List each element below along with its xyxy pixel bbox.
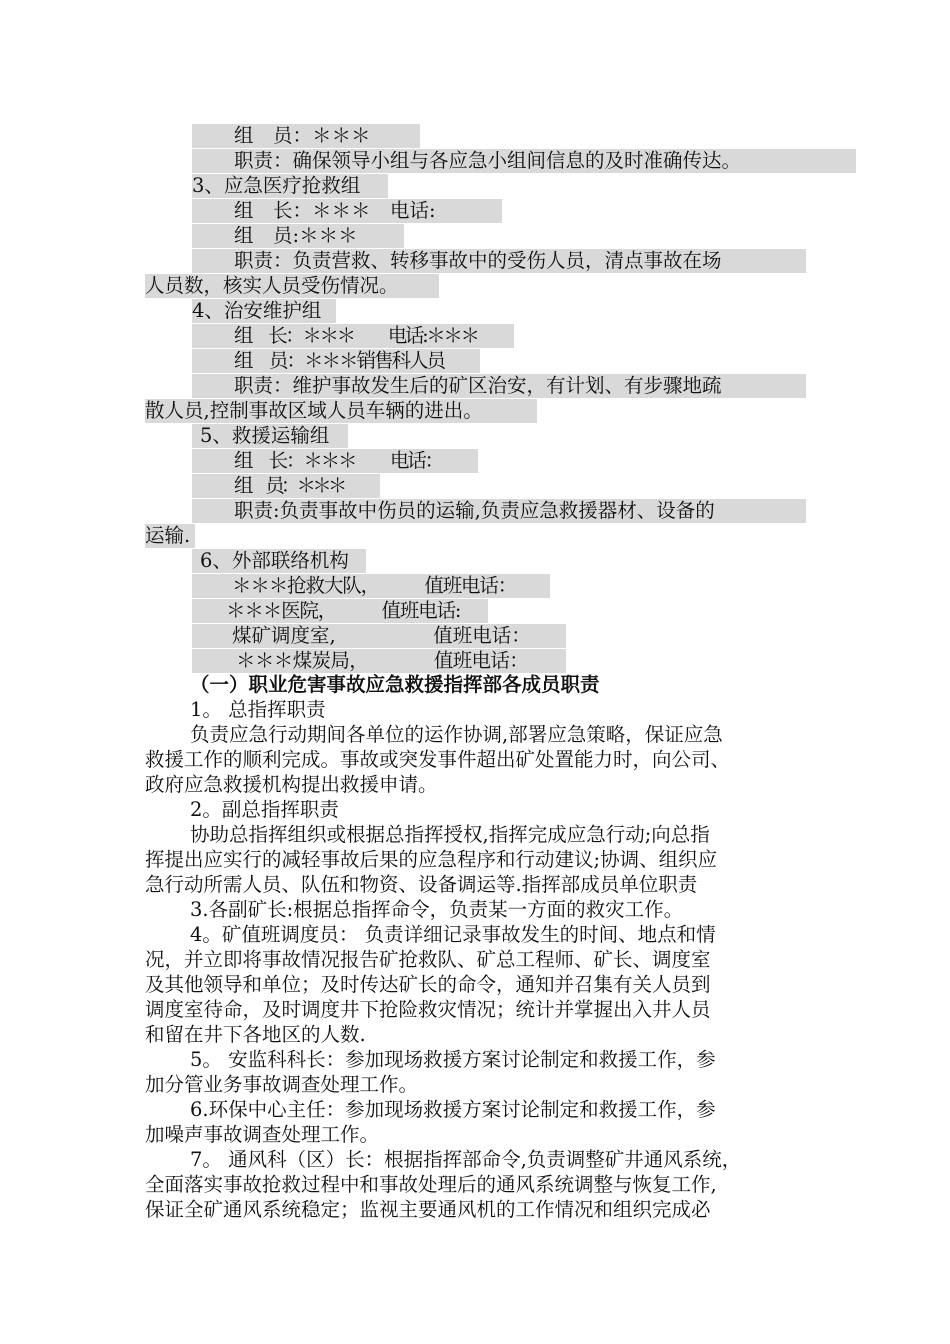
text-line: 政府应急救援机构提出救援申请。	[145, 773, 438, 796]
text-line: 救援工作的顺利完成。事故或突发事件超出矿处置能力时，向公司、	[145, 748, 731, 771]
text-line: 1。 总指挥职责	[190, 698, 326, 721]
section-heading: 4、治安维护组	[192, 299, 336, 323]
text-line: 组 员:＊＊＊	[192, 224, 404, 248]
text-line: 2。副总指挥职责	[190, 798, 339, 821]
text-line: 3.各副矿长:根据总指挥命令，负责某一方面的救灾工作。	[190, 898, 684, 921]
contact-line: ＊＊＊医院， 值班电话:	[192, 599, 488, 623]
text-line: 职责：确保领导小组与各应急小组间信息的及时准确传达。	[192, 149, 856, 173]
text-line: 职责:负责事故中伤员的运输,负责应急救援器材、设备的	[192, 499, 806, 523]
contact-line: 煤矿调度室, 值班电话：	[192, 624, 566, 648]
text-line: 职责：维护事故发生后的矿区治安，有计划、有步骤地疏	[192, 374, 806, 398]
text-line: 加分管业务事故调查处理工作。	[145, 1073, 419, 1096]
text-line: 况，并立即将事故情况报告矿抢救队、矿总工程师、矿长、调度室	[145, 948, 711, 971]
text-line: 4。矿值班调度员： 负责详细记录事故发生的时间、地点和情	[190, 923, 716, 946]
text-line: 组 员：＊＊＊销售科人员	[192, 349, 480, 373]
section-heading: 3、应急医疗抢救组	[192, 174, 388, 198]
text-line: 全面落实事故抢救过程中和事故处理后的通风系统调整与恢复工作,	[145, 1173, 717, 1196]
section-heading: 6、外部联络机构	[192, 549, 366, 573]
text-line: 运输.	[145, 524, 195, 548]
text-line: 组 长：＊＊＊ 电话:＊＊＊	[192, 324, 514, 348]
section-heading: 5、救援运输组	[192, 424, 348, 448]
section-title: （一）职业危害事故应急救援指挥部各成员职责	[190, 673, 600, 696]
text-line: 组 长：＊＊＊ 电话:	[192, 199, 502, 223]
text-line: 保证全矿通风系统稳定；监视主要通风机的工作情况和组织完成必	[145, 1198, 711, 1221]
text-line: 调度室待命，及时调度井下抢险救灾情况；统计并掌握出入井人员	[145, 998, 711, 1021]
text-line: 及其他领导和单位；及时传达矿长的命令，通知并召集有关人员到	[145, 973, 711, 996]
text-line: 散人员,控制事故区域人员车辆的进出。	[145, 399, 537, 423]
text-line: 负责应急行动期间各单位的运作协调,部署应急策略，保证应急	[190, 723, 723, 746]
text-line: 职责：负责营救、转移事故中的受伤人员，清点事故在场	[192, 249, 806, 273]
text-line: 组 员：＊＊＊	[192, 124, 420, 148]
text-line: 7。 通风科（区）长：根据指挥部命令,负责调整矿井通风系统，	[190, 1148, 742, 1171]
text-line: 组 员：＊＊＊	[192, 474, 380, 498]
contact-line: ＊＊＊抢救大队， 值班电话：	[192, 574, 550, 598]
text-line: 挥提出应实行的减轻事故后果的应急程序和行动建议;协调、组织应	[145, 848, 718, 871]
text-line: 5。 安监科科长：参加现场救援方案讨论制定和救援工作，参	[190, 1048, 716, 1071]
text-line: 6.环保中心主任：参加现场救援方案讨论制定和救援工作，参	[190, 1098, 716, 1121]
text-line: 和留在井下各地区的人数.	[145, 1023, 366, 1046]
text-line: 急行动所需人员、队伍和物资、设备调运等.指挥部成员单位职责	[145, 873, 698, 896]
text-line: 加噪声事故调查处理工作。	[145, 1123, 380, 1146]
contact-line: ＊＊＊煤炭局， 值班电话：	[192, 649, 566, 673]
text-line: 协助总指挥组织或根据总指挥授权,指挥完成应急行动;向总指	[190, 823, 710, 846]
text-line: 组 长：＊＊＊ 电话：	[192, 449, 478, 473]
text-line: 人员数，核实人员受伤情况。	[145, 274, 439, 298]
